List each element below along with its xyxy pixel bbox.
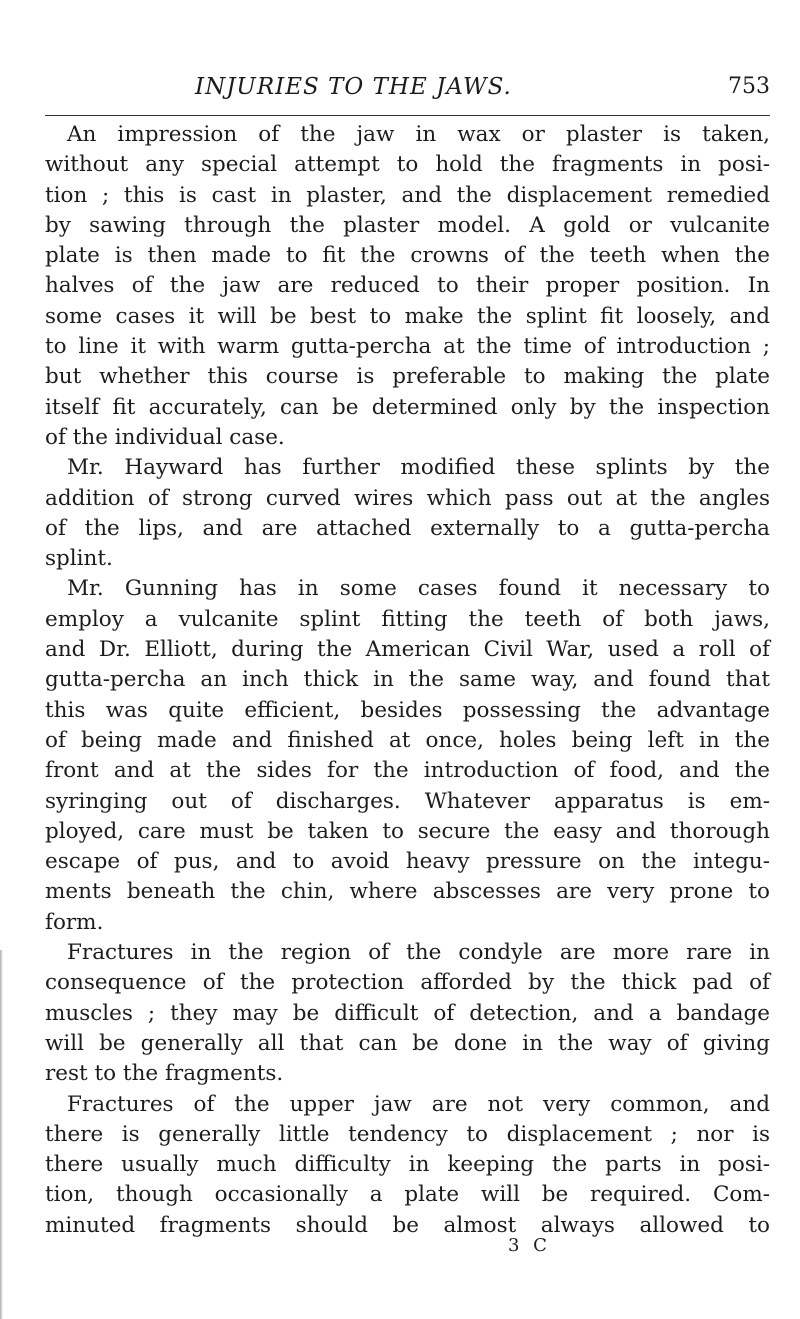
text-line: muscles ; they may be difficult of detection, and a bandage: [45, 1000, 770, 1026]
body-text: [45, 120, 770, 1241]
page-edge-shadow: [0, 950, 3, 1319]
text-line: syringing out of discharges. Whatever apparatus is em-: [45, 788, 770, 814]
text-line: itself fit accurately, can be determined only by the inspection: [45, 394, 770, 420]
text-line: Mr. Gunning has in some cases found it necessary to: [67, 576, 770, 602]
running-head: INJURIES TO THE JAWS.: [195, 74, 512, 100]
text-line: splint.: [45, 546, 113, 572]
text-line: tion ; this is cast in plaster, and the displacement remedied: [45, 182, 770, 208]
text-line: of being made and finished at once, holes being left in the: [45, 727, 770, 753]
text-line: and Dr. Elliott, during the American Civil War, used a roll of: [45, 637, 770, 663]
text-line: there usually much difficulty in keeping the parts in posi-: [45, 1152, 770, 1178]
text-line: form.: [45, 909, 104, 935]
text-line: of the lips, and are attached externally to a gutta-percha: [45, 515, 770, 541]
page-header: [45, 72, 770, 112]
text-line: there is generally little tendency to displacement ; nor is: [45, 1121, 770, 1147]
text-line: halves of the jaw are reduced to their proper position. In: [45, 273, 770, 299]
text-line: front and at the sides for the introduction of food, and the: [45, 758, 770, 784]
text-line: Fractures of the upper jaw are not very common, and: [67, 1091, 770, 1117]
text-line: by sawing through the plaster model. A gold or vulcanite: [45, 212, 770, 238]
text-line: but whether this course is preferable to making the plate: [45, 364, 770, 390]
text-line: rest to the fragments.: [45, 1061, 284, 1087]
signature-mark: 3 C: [508, 1235, 551, 1256]
text-line: of the individual case.: [45, 424, 285, 450]
text-line: minuted fragments should be almost always allowed to: [45, 1212, 770, 1238]
text-line: employ a vulcanite splint fitting the teeth of both jaws,: [45, 606, 770, 632]
text-line: consequence of the protection afforded by the thick pad of: [45, 970, 770, 996]
text-line: without any special attempt to hold the fragments in posi-: [45, 152, 770, 178]
text-line: to line it with warm gutta-percha at the time of introduction ;: [45, 334, 770, 360]
header-rule: [45, 115, 770, 116]
text-line: this was quite efficient, besides possessing the advantage: [45, 697, 770, 723]
page-number: 753: [728, 74, 770, 99]
text-line: ments beneath the chin, where abscesses are very prone to: [45, 879, 770, 905]
text-line: Fractures in the region of the condyle are more rare in: [67, 940, 770, 966]
text-line: will be generally all that can be done in the way of giving: [45, 1030, 770, 1056]
text-line: Mr. Hayward has further modified these splints by the: [67, 455, 770, 481]
text-line: gutta-percha an inch thick in the same way, and found that: [45, 667, 770, 693]
text-line: An impression of the jaw in wax or plaster is taken,: [67, 122, 770, 147]
text-line: tion, though occasionally a plate will be required. Com-: [45, 1182, 770, 1208]
text-line: escape of pus, and to avoid heavy pressure on the integu-: [45, 849, 770, 875]
text-line: plate is then made to fit the crowns of the teeth when the: [45, 243, 770, 269]
text-line: some cases it will be best to make the splint fit loosely, and: [45, 303, 770, 329]
text-line: ployed, care must be taken to secure the easy and thorough: [45, 818, 770, 844]
text-line: addition of strong curved wires which pass out at the angles: [45, 485, 770, 511]
